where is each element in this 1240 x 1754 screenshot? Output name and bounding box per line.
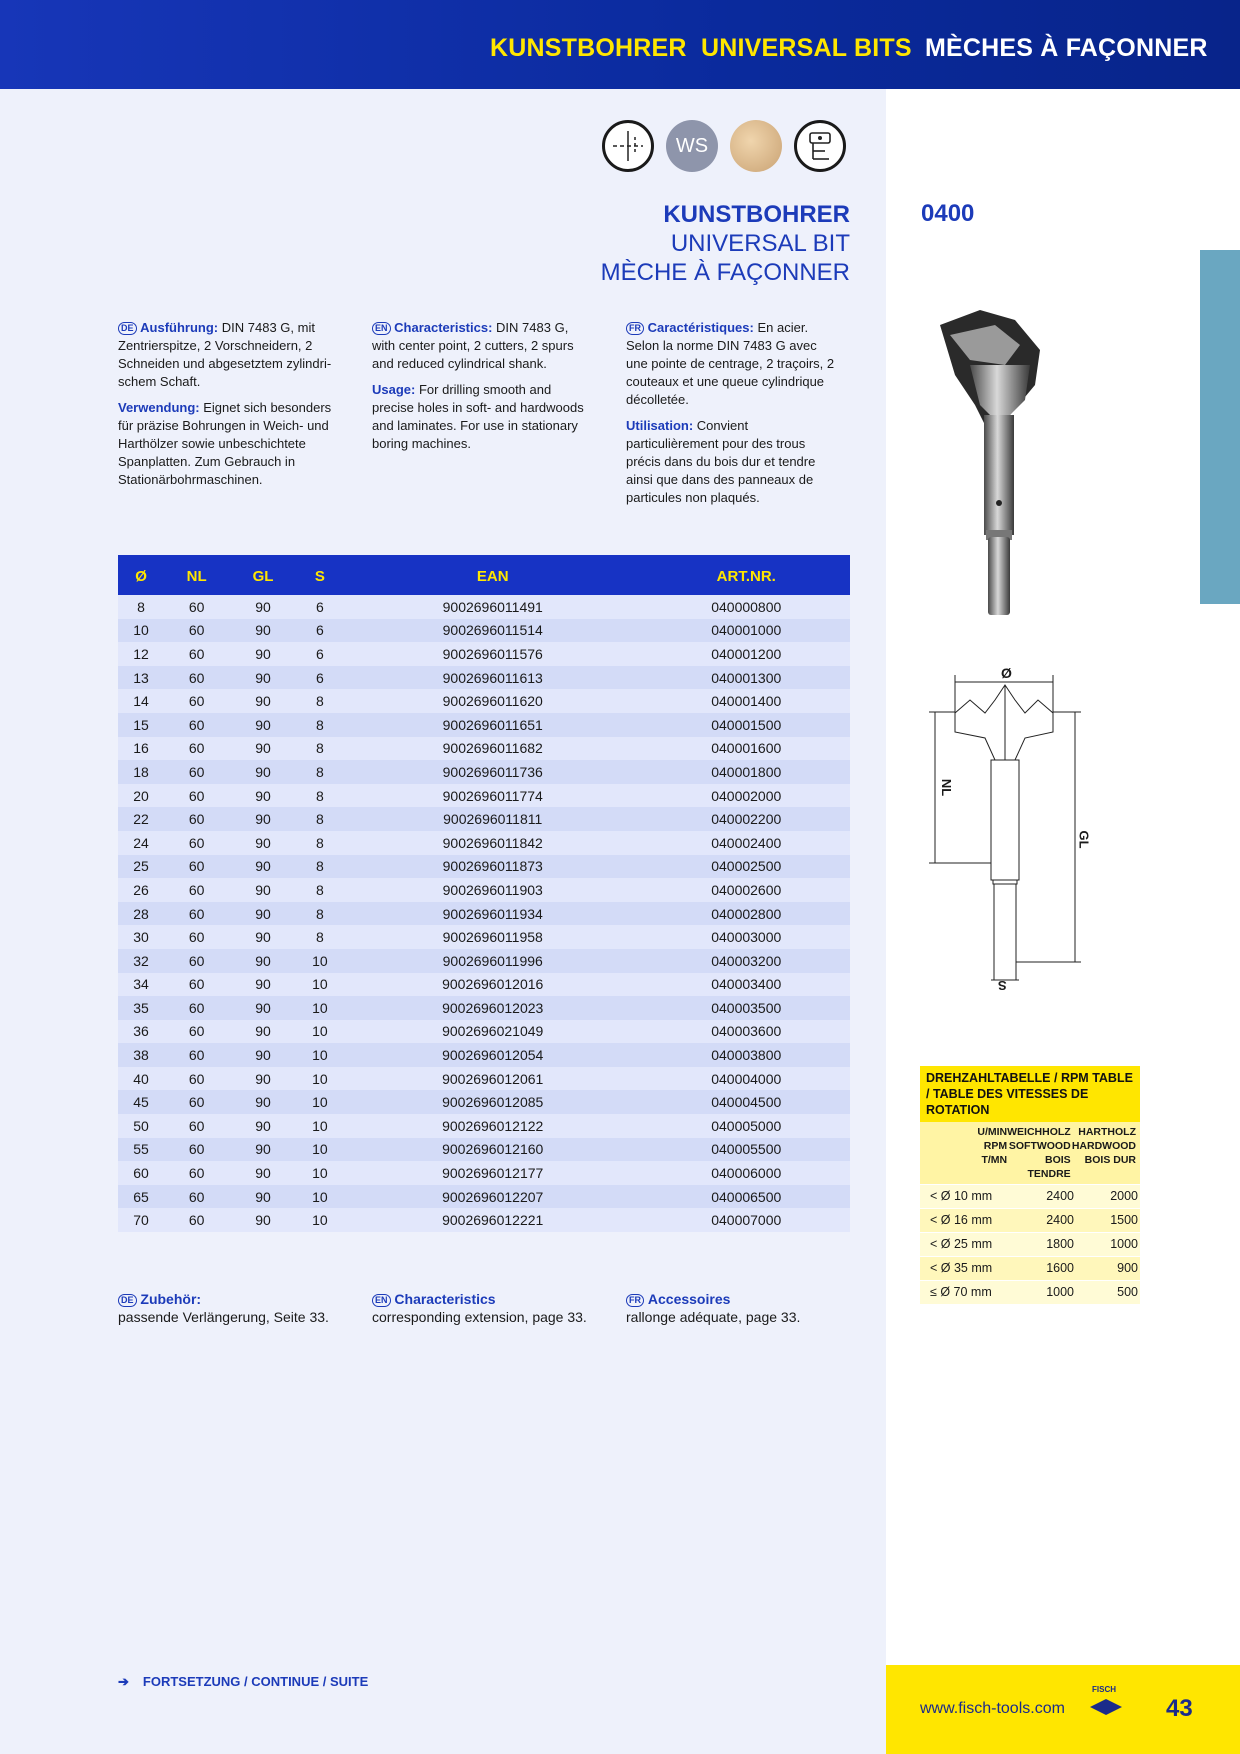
rpm-row <box>920 1256 1140 1280</box>
table-cell: 8 <box>297 878 343 902</box>
dim-label-gl: GL <box>1076 830 1092 849</box>
table-cell: 90 <box>229 1114 297 1138</box>
table-row <box>118 595 850 619</box>
table-cell: 10 <box>297 1043 343 1067</box>
rpm-cell: < Ø 35 mm <box>930 1261 993 1275</box>
table-header-row <box>118 555 850 595</box>
table-cell: 55 <box>118 1138 164 1162</box>
table-cell: 9002696011811 <box>343 807 643 831</box>
table-row <box>118 1138 850 1162</box>
table-cell: 26 <box>118 878 164 902</box>
table-row <box>118 807 850 831</box>
table-row <box>118 619 850 643</box>
table-cell: 6 <box>297 642 343 666</box>
product-table <box>118 555 850 1232</box>
table-cell: 9002696011682 <box>343 737 643 761</box>
table-row <box>118 1067 850 1091</box>
continue-note <box>118 1674 368 1690</box>
accessory-text: rallonge adéquate, page 33. <box>626 1309 801 1325</box>
footer-bar <box>886 1665 1240 1754</box>
table-cell: 9002696011576 <box>343 642 643 666</box>
desc-heading: Caractéristiques: <box>647 320 754 335</box>
table-header-cell: ART.NR. <box>643 555 850 595</box>
table-cell: 040006500 <box>643 1185 850 1209</box>
table-cell: 60 <box>164 1138 229 1162</box>
table-cell: 10 <box>297 1138 343 1162</box>
table-row <box>118 642 850 666</box>
table-cell: 34 <box>118 973 164 997</box>
accessories-en <box>372 1290 587 1326</box>
brand-name: FISCH <box>1092 1685 1116 1694</box>
table-cell: 60 <box>164 1161 229 1185</box>
table-row <box>118 949 850 973</box>
table-cell: 10 <box>297 1185 343 1209</box>
table-row <box>118 973 850 997</box>
table-cell: 040002800 <box>643 902 850 926</box>
table-cell: 90 <box>229 1185 297 1209</box>
header-title-de: KUNSTBOHRER <box>490 34 687 62</box>
table-cell: 90 <box>229 595 297 619</box>
rpm-cell: 1800 <box>1046 1237 1074 1251</box>
table-row <box>118 831 850 855</box>
table-cell: 040002500 <box>643 855 850 879</box>
table-cell: 040001200 <box>643 642 850 666</box>
rpm-header-text: BOIS TENDRE <box>1027 1154 1071 1180</box>
rpm-row <box>920 1208 1140 1232</box>
rpm-cell: 1000 <box>1046 1285 1074 1299</box>
table-cell: 38 <box>118 1043 164 1067</box>
table-cell: 10 <box>297 996 343 1020</box>
page-number: 43 <box>1166 1695 1193 1722</box>
table-cell: 6 <box>297 595 343 619</box>
table-cell: 8 <box>297 831 343 855</box>
table-cell: 60 <box>164 973 229 997</box>
desc-text: DIN 7483 G, mit Zentrierspitze, 2 Vorschneidern, 2 Schneiden und abgesetztem zylindrischem Schaft. <box>118 320 332 389</box>
description-fr <box>626 319 841 515</box>
table-header-cell: NL <box>164 555 229 595</box>
table-body <box>118 595 850 1232</box>
fisch-logo-icon <box>1088 1697 1124 1717</box>
table-cell: 9002696012122 <box>343 1114 643 1138</box>
table-cell: 10 <box>297 1161 343 1185</box>
table-cell: 040002600 <box>643 878 850 902</box>
rpm-header-text: T/MN <box>981 1154 1008 1166</box>
table-cell: 90 <box>229 831 297 855</box>
table-row <box>118 1161 850 1185</box>
table-header-cell: S <box>297 555 343 595</box>
rpm-header-text: HARDWOOD <box>1071 1140 1136 1152</box>
table-cell: 90 <box>229 925 297 949</box>
table-cell: 9002696012177 <box>343 1161 643 1185</box>
table-cell: 70 <box>118 1208 164 1232</box>
table-cell: 9002696011620 <box>343 689 643 713</box>
rpm-header-text: U/MIN <box>977 1126 1008 1138</box>
table-cell: 8 <box>297 925 343 949</box>
table-cell: 10 <box>297 1090 343 1114</box>
table-cell: 90 <box>229 1067 297 1091</box>
table-cell: 040002000 <box>643 784 850 808</box>
table-cell: 8 <box>297 737 343 761</box>
rpm-col-unit <box>924 1125 1007 1181</box>
table-cell: 040001800 <box>643 760 850 784</box>
rpm-cell: 2400 <box>1046 1213 1074 1227</box>
table-cell: 040001500 <box>643 713 850 737</box>
table-cell: 60 <box>164 925 229 949</box>
table-cell: 040003000 <box>643 925 850 949</box>
table-cell: 40 <box>118 1067 164 1091</box>
rpm-header-text: BOIS DUR <box>1084 1154 1136 1166</box>
table-cell: 9002696011491 <box>343 595 643 619</box>
table-cell: 60 <box>164 784 229 808</box>
dim-label-s: S <box>998 978 1007 993</box>
product-title-en: UNIVERSAL BIT <box>670 230 850 257</box>
table-cell: 040006000 <box>643 1161 850 1185</box>
rpm-cell: < Ø 10 mm <box>930 1189 993 1203</box>
website-link[interactable]: www.fisch-tools.com <box>920 1700 1065 1717</box>
table-cell: 13 <box>118 666 164 690</box>
table-cell: 9002696011613 <box>343 666 643 690</box>
table-cell: 10 <box>297 1067 343 1091</box>
table-cell: 9002696011934 <box>343 902 643 926</box>
table-row <box>118 1114 850 1138</box>
table-cell: 10 <box>297 973 343 997</box>
table-cell: 8 <box>297 855 343 879</box>
table-cell: 60 <box>164 689 229 713</box>
desc-heading: Characteristics: <box>394 320 493 335</box>
table-cell: 60 <box>164 1208 229 1232</box>
table-cell: 040003600 <box>643 1020 850 1044</box>
table-cell: 8 <box>297 784 343 808</box>
table-row <box>118 878 850 902</box>
table-cell: 6 <box>297 619 343 643</box>
table-row <box>118 713 850 737</box>
description-de <box>118 319 333 497</box>
desc-text: Eignet sich besonders für präzise Bohrungen in Weich- und Harthölzer sowie unbeschichtete Spanplatten. Zum Gebrauch in Stationärbohrmaschinen. <box>118 400 332 487</box>
table-cell: 35 <box>118 996 164 1020</box>
table-cell: 9002696011873 <box>343 855 643 879</box>
table-cell: 9002696011514 <box>343 619 643 643</box>
header-bar <box>0 0 1240 89</box>
table-cell: 60 <box>164 902 229 926</box>
desc-text: Convient particulièrement pour des trous précis dans du bois dur et tendre ainsi que dans des panneaux de particules non plaqués. <box>626 418 816 505</box>
rpm-cell: 2400 <box>1046 1189 1074 1203</box>
table-cell: 90 <box>229 996 297 1020</box>
rpm-header-text: SOFTWOOD <box>1008 1140 1071 1152</box>
table-row <box>118 784 850 808</box>
side-tab <box>1200 250 1240 604</box>
table-row <box>118 1185 850 1209</box>
table-cell: 9002696011958 <box>343 925 643 949</box>
lang-badge-fr: FR <box>626 322 644 335</box>
accessory-heading: Zubehör: <box>140 1291 202 1307</box>
table-cell: 22 <box>118 807 164 831</box>
table-cell: 90 <box>229 855 297 879</box>
rpm-cell: 900 <box>1117 1261 1138 1275</box>
desc-heading: Utilisation: <box>626 418 694 433</box>
product-title-de: KUNSTBOHRER <box>663 201 850 228</box>
table-cell: 90 <box>229 807 297 831</box>
dim-label-diameter: Ø <box>1001 665 1012 681</box>
table-cell: 60 <box>164 1090 229 1114</box>
table-cell: 9002696021049 <box>343 1020 643 1044</box>
table-cell: 90 <box>229 878 297 902</box>
table-cell: 30 <box>118 925 164 949</box>
table-cell: 8 <box>297 807 343 831</box>
table-cell: 040001000 <box>643 619 850 643</box>
table-cell: 28 <box>118 902 164 926</box>
product-title <box>601 200 850 287</box>
table-cell: 10 <box>118 619 164 643</box>
table-cell: 90 <box>229 949 297 973</box>
rpm-row <box>920 1280 1140 1304</box>
table-cell: 040001400 <box>643 689 850 713</box>
table-cell: 45 <box>118 1090 164 1114</box>
rpm-cell: < Ø 25 mm <box>930 1237 993 1251</box>
table-row <box>118 1090 850 1114</box>
table-cell: 65 <box>118 1185 164 1209</box>
table-cell: 040001600 <box>643 737 850 761</box>
header-title-en: UNIVERSAL BITS <box>701 34 912 62</box>
table-cell: 90 <box>229 642 297 666</box>
table-cell: 90 <box>229 619 297 643</box>
table-cell: 60 <box>164 1020 229 1044</box>
rpm-table-title: DREHZAHLTABELLE / RPM TABLE / TABLE DES VITESSES DE ROTATION <box>920 1066 1140 1122</box>
table-cell: 9002696012221 <box>343 1208 643 1232</box>
table-cell: 040004000 <box>643 1067 850 1091</box>
table-cell: 040005500 <box>643 1138 850 1162</box>
table-cell: 24 <box>118 831 164 855</box>
table-cell: 9002696011651 <box>343 713 643 737</box>
table-cell: 60 <box>164 878 229 902</box>
table-cell: 9002696011903 <box>343 878 643 902</box>
table-cell: 60 <box>164 996 229 1020</box>
desc-text: For drilling smooth and precise holes in soft- and hardwoods and laminates. For use in stationary boring machines. <box>372 382 584 451</box>
table-cell: 10 <box>297 1020 343 1044</box>
table-cell: 60 <box>164 760 229 784</box>
table-cell: 040007000 <box>643 1208 850 1232</box>
table-cell: 040003200 <box>643 949 850 973</box>
table-cell: 10 <box>297 1114 343 1138</box>
table-cell: 60 <box>164 949 229 973</box>
table-cell: 60 <box>164 713 229 737</box>
table-cell: 60 <box>164 1114 229 1138</box>
table-cell: 9002696012207 <box>343 1185 643 1209</box>
table-row <box>118 666 850 690</box>
table-header-cell: EAN <box>343 555 643 595</box>
table-cell: 90 <box>229 1161 297 1185</box>
drill-bit-photo <box>920 305 1080 615</box>
table-cell: 15 <box>118 713 164 737</box>
accessory-text: corresponding extension, page 33. <box>372 1309 587 1325</box>
wood-material-icon <box>730 120 782 172</box>
table-cell: 60 <box>164 831 229 855</box>
table-cell: 040004500 <box>643 1090 850 1114</box>
table-cell: 9002696012085 <box>343 1090 643 1114</box>
table-cell: 90 <box>229 1020 297 1044</box>
hole-type-icon <box>602 120 654 172</box>
table-cell: 9002696012016 <box>343 973 643 997</box>
table-cell: 60 <box>164 737 229 761</box>
table-cell: 9002696012160 <box>343 1138 643 1162</box>
table-cell: 90 <box>229 760 297 784</box>
lang-badge-en: EN <box>372 322 391 335</box>
lang-badge-de: DE <box>118 322 137 335</box>
arrow-right-icon: ➔ <box>118 1674 129 1689</box>
lang-badge-en: EN <box>372 1294 391 1307</box>
desc-text: DIN 7483 G, with center point, 2 cutters, 2 spurs and reduced cylindrical shank. <box>372 320 574 371</box>
rpm-cell: 1600 <box>1046 1261 1074 1275</box>
property-icons <box>602 120 846 172</box>
lang-badge-de: DE <box>118 1294 137 1307</box>
continue-text: FORTSETZUNG / CONTINUE / SUITE <box>142 1674 369 1689</box>
table-cell: 32 <box>118 949 164 973</box>
table-cell: 90 <box>229 666 297 690</box>
rpm-rows <box>920 1184 1140 1304</box>
table-cell: 36 <box>118 1020 164 1044</box>
description-en <box>372 319 587 461</box>
table-row <box>118 902 850 926</box>
table-cell: 9002696011842 <box>343 831 643 855</box>
table-cell: 9002696011736 <box>343 760 643 784</box>
table-row <box>118 1208 850 1232</box>
rpm-cell: 1500 <box>1110 1213 1138 1227</box>
table-cell: 60 <box>118 1161 164 1185</box>
rpm-row <box>920 1232 1140 1256</box>
table-cell: 90 <box>229 1090 297 1114</box>
table-cell: 8 <box>297 689 343 713</box>
table-cell: 040003800 <box>643 1043 850 1067</box>
table-row <box>118 855 850 879</box>
desc-heading: Usage: <box>372 382 416 397</box>
table-cell: 040003400 <box>643 973 850 997</box>
table-cell: 60 <box>164 855 229 879</box>
table-header-cell: Ø <box>118 555 164 595</box>
table-header-cell: GL <box>229 555 297 595</box>
table-cell: 90 <box>229 902 297 926</box>
accessories-fr <box>626 1290 800 1326</box>
table-cell: 10 <box>297 949 343 973</box>
rpm-cell: 1000 <box>1110 1237 1138 1251</box>
table-row <box>118 760 850 784</box>
table-cell: 10 <box>297 1208 343 1232</box>
rpm-col-softwood <box>1007 1125 1071 1181</box>
accessories-de <box>118 1290 329 1326</box>
table-row <box>118 1043 850 1067</box>
rpm-cell: 2000 <box>1110 1189 1138 1203</box>
table-cell: 90 <box>229 737 297 761</box>
table-cell: 8 <box>297 760 343 784</box>
desc-heading: Ausführung: <box>140 320 219 335</box>
header-title-fr: MÈCHES À FAÇONNER <box>925 34 1208 62</box>
table-cell: 90 <box>229 973 297 997</box>
table-cell: 040001300 <box>643 666 850 690</box>
table-row <box>118 1020 850 1044</box>
table-cell: 50 <box>118 1114 164 1138</box>
table-cell: 040002200 <box>643 807 850 831</box>
desc-heading: Verwendung: <box>118 400 200 415</box>
table-cell: 9002696011774 <box>343 784 643 808</box>
table-cell: 8 <box>118 595 164 619</box>
dimension-drawing <box>925 660 1095 1000</box>
table-cell: 040003500 <box>643 996 850 1020</box>
table-cell: 60 <box>164 1043 229 1067</box>
rpm-header-text: WEICHHOLZ <box>1007 1126 1071 1138</box>
rpm-table-header <box>920 1122 1140 1184</box>
table-cell: 18 <box>118 760 164 784</box>
table-row <box>118 689 850 713</box>
table-cell: 8 <box>297 713 343 737</box>
lang-badge-fr: FR <box>626 1294 644 1307</box>
table-cell: 60 <box>164 1067 229 1091</box>
table-cell: 60 <box>164 666 229 690</box>
rpm-header-text: RPM <box>983 1140 1008 1152</box>
table-cell: 60 <box>164 619 229 643</box>
table-cell: 9002696012054 <box>343 1043 643 1067</box>
rpm-table <box>920 1066 1140 1304</box>
table-cell: 60 <box>164 1185 229 1209</box>
rpm-cell: ≤ Ø 70 mm <box>930 1285 992 1299</box>
rpm-col-hardwood <box>1071 1125 1136 1181</box>
desc-text: En acier. Selon la norme DIN 7483 G avec une pointe de centrage, 2 traçoirs, 2 couteaux et une queue cylindrique décolletée. <box>626 320 835 407</box>
accessory-text: passende Verlängerung, Seite 33. <box>118 1309 329 1325</box>
table-cell: 90 <box>229 1138 297 1162</box>
table-row <box>118 925 850 949</box>
table-cell: 90 <box>229 713 297 737</box>
table-cell: 14 <box>118 689 164 713</box>
table-cell: 25 <box>118 855 164 879</box>
table-cell: 20 <box>118 784 164 808</box>
table-cell: 60 <box>164 595 229 619</box>
rpm-cell: < Ø 16 mm <box>930 1213 993 1227</box>
table-cell: 9002696012061 <box>343 1067 643 1091</box>
table-cell: 90 <box>229 689 297 713</box>
ws-material-icon: WS <box>666 120 718 172</box>
table-cell: 040005000 <box>643 1114 850 1138</box>
product-code: 0400 <box>921 200 975 227</box>
table-row <box>118 737 850 761</box>
table-cell: 040002400 <box>643 831 850 855</box>
product-title-fr: MÈCHE À FAÇONNER <box>600 259 850 286</box>
table-row <box>118 996 850 1020</box>
table-cell: 90 <box>229 784 297 808</box>
table-cell: 12 <box>118 642 164 666</box>
machine-icon <box>794 120 846 172</box>
table-cell: 8 <box>297 902 343 926</box>
table-cell: 16 <box>118 737 164 761</box>
rpm-cell: 500 <box>1117 1285 1138 1299</box>
rpm-header-text: HARTHOLZ <box>1078 1126 1136 1138</box>
dim-label-nl: NL <box>939 778 955 797</box>
table-cell: 6 <box>297 666 343 690</box>
table-cell: 60 <box>164 642 229 666</box>
table-cell: 9002696011996 <box>343 949 643 973</box>
rpm-row <box>920 1184 1140 1208</box>
accessory-heading: Characteristics <box>394 1291 496 1307</box>
table-cell: 90 <box>229 1043 297 1067</box>
accessory-heading: Accessoires <box>647 1291 731 1307</box>
table-cell: 90 <box>229 1208 297 1232</box>
table-cell: 60 <box>164 807 229 831</box>
table-cell: 040000800 <box>643 595 850 619</box>
table-cell: 9002696012023 <box>343 996 643 1020</box>
